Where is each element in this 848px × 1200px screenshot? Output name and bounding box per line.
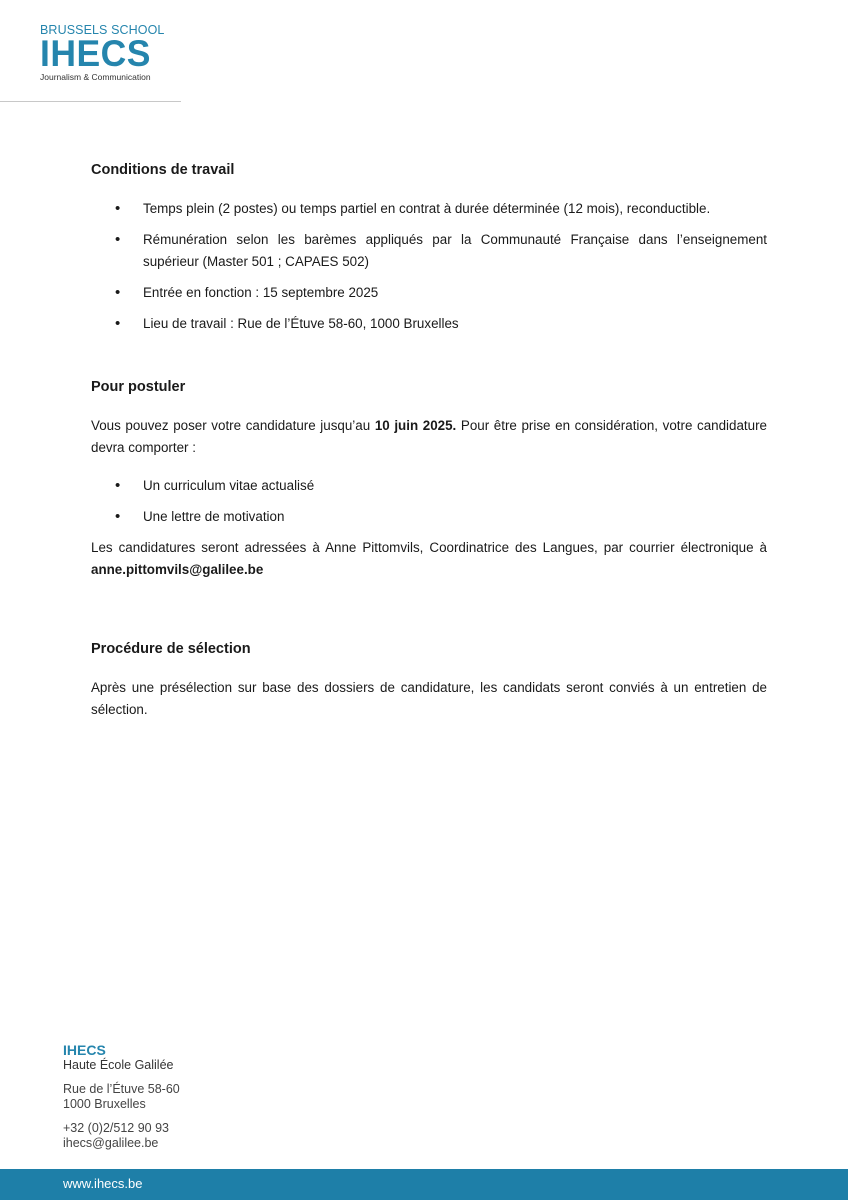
list-item: • Un curriculum vitae actualisé (91, 475, 767, 497)
footer-street: Rue de l’Étuve 58-60 (63, 1082, 180, 1096)
document-body (91, 158, 767, 721)
section-title-postuler: Pour postuler (91, 379, 186, 395)
logo-subtitle: Journalism & Communication (40, 72, 151, 82)
contact-email-link[interactable]: anne.pittomvils@galilee.be (91, 562, 264, 577)
section-title-selection: Procédure de sélection (91, 641, 251, 657)
application-intro (91, 415, 767, 459)
contact-paragraph (91, 537, 767, 581)
header-divider (0, 101, 181, 102)
list-item: • Une lettre de motivation (91, 506, 767, 528)
footer-phone: +32 (0)2/512 90 93 (63, 1121, 169, 1135)
logo-wordmark: IHECS (40, 33, 151, 74)
footer-address (63, 1042, 180, 1151)
logo-tagline: BRUSSELS SCHOOL (40, 23, 165, 37)
list-item: • Temps plein (2 postes) ou temps partiel en contrat à durée déterminée (12 mois), reconductible. (91, 198, 767, 220)
documents-list (91, 475, 767, 528)
footer-city: 1000 Bruxelles (63, 1097, 146, 1111)
footer-org: IHECS (63, 1042, 106, 1058)
conditions-list (91, 198, 767, 335)
intro-text-end: Pour être prise en considération, votre candidature devra comporter : (91, 418, 767, 455)
selection-text: Après une présélection sur base des dossiers de candidature, les candidats seront conviés à un entretien de sélection. (91, 680, 767, 717)
deadline-date: 10 juin 2025. (374, 418, 457, 433)
list-item: • Rémunération selon les barèmes appliqués par la Communauté Française dans l’enseignement supérieur (Master 501 ; CAPAES 502) (91, 229, 767, 273)
website-link[interactable]: www.ihecs.be (63, 1176, 143, 1191)
list-item: • Lieu de travail : Rue de l’Étuve 58-60, 1000 Bruxelles (91, 313, 767, 335)
ihecs-logo (40, 24, 164, 82)
list-item: • Entrée en fonction : 15 septembre 2025 (91, 282, 767, 304)
footer-bar (0, 1169, 848, 1200)
intro-text: Vous pouvez poser votre candidature jusqu’au (91, 418, 375, 433)
footer-school: Haute École Galilée (63, 1058, 174, 1072)
section-title-conditions: Conditions de travail (91, 162, 235, 178)
footer-email[interactable]: ihecs@galilee.be (63, 1136, 159, 1150)
contact-text: Les candidatures seront adressées à Anne Pittomvils, Coordinatrice des Langues, par courrier électronique à (91, 540, 767, 555)
